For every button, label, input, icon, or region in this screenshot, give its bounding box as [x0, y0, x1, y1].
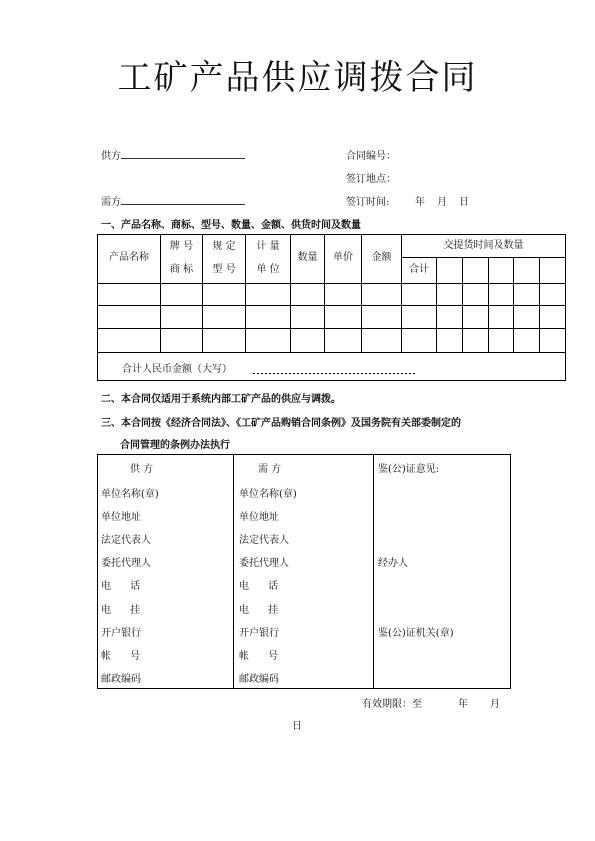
supplier-row: 帐 号	[101, 651, 141, 662]
sign-time-year: 年	[415, 197, 425, 208]
col-brand-line1: 牌 号	[169, 241, 194, 252]
section-2-text: 二、本合同仅适用于系统内部工矿产品的供应与调拨。	[101, 394, 341, 405]
col-spec-line2: 型 号	[212, 264, 236, 275]
buyer-row: 委托代理人	[239, 558, 289, 569]
col-unit-price: 单价	[333, 252, 353, 263]
sign-time-day: 日	[459, 197, 469, 208]
buyer-row: 帐 号	[239, 651, 279, 662]
validity-label: 有效期限：至	[362, 699, 422, 710]
document-title: 工矿产品供应调拨合同	[117, 58, 478, 98]
col-unit-line1: 计 量	[256, 241, 280, 252]
notary-opinion-label: 鉴(公)证意见:	[378, 464, 440, 475]
buyer-row: 邮政编码	[239, 674, 279, 685]
section-3-text-line1: 三、本合同按《经济合同法》、《工矿产品购销合同条例》及国务院有关部委制定的	[101, 418, 461, 429]
buyer-row: 法定代表人	[239, 535, 289, 546]
handler-label: 经办人	[378, 558, 408, 569]
buyer-row: 单位名称(章)	[239, 489, 297, 500]
supplier-row: 单位地址	[101, 512, 141, 523]
col-amount: 金额	[371, 252, 392, 263]
buyer-row: 电 挂	[239, 605, 279, 616]
validity-day: 日	[292, 721, 302, 732]
col-brand-line2: 商 标	[169, 264, 194, 275]
supplier-row: 法定代表人	[101, 535, 151, 546]
buyer-row: 开户银行	[239, 628, 279, 639]
validity-year: 年	[458, 699, 468, 710]
sign-time-month: 月	[437, 197, 447, 208]
col-product-name: 产品名称	[109, 252, 149, 263]
validity-month: 月	[490, 699, 500, 710]
supplier-row: 单位名称(章)	[101, 489, 159, 500]
col-spec-line1: 规 定	[212, 241, 236, 252]
supplier-label: 供方	[101, 151, 121, 162]
supplier-row: 电 挂	[101, 605, 141, 616]
col-delivery-schedule: 交提货时间及数量	[443, 240, 524, 251]
section-3-text-line2: 合同管理的条例办法执行	[120, 440, 230, 451]
supplier-column-header: 供 方	[130, 464, 154, 475]
buyer-column-header: 需 方	[258, 464, 282, 475]
buyer-label: 需方	[101, 197, 121, 208]
col-total: 合计	[409, 264, 429, 275]
supplier-row: 开户银行	[101, 628, 141, 639]
supplier-row: 电 话	[101, 581, 141, 592]
supplier-row: 委托代理人	[101, 558, 151, 569]
col-unit-line2: 单 位	[256, 264, 280, 275]
col-quantity: 数量	[297, 252, 318, 263]
sign-time-label: 签订时间:	[346, 197, 390, 208]
sign-place-label: 签订地点：	[346, 174, 396, 185]
total-rmb-label: 合计人民币金额（大写）	[122, 364, 232, 375]
supplier-row: 邮政编码	[101, 674, 141, 685]
buyer-row: 单位地址	[239, 512, 279, 523]
section-1-heading: 一、产品名称、商标、型号、数量、金额、供货时间及数量	[101, 220, 361, 231]
notary-org-label: 鉴(公)证机关(章)	[378, 628, 454, 639]
buyer-row: 电 话	[239, 581, 279, 592]
contract-no-label: 合同编号：	[346, 151, 396, 162]
